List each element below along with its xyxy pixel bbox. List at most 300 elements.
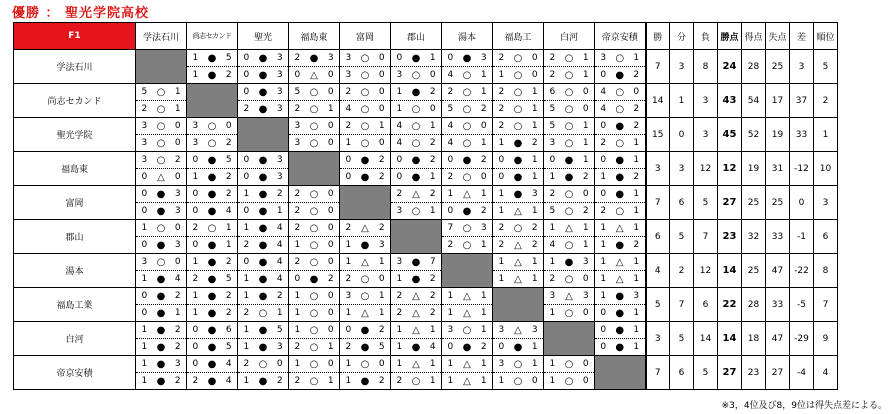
match-cell <box>391 254 442 288</box>
diagonal-cell <box>493 288 544 322</box>
match-line <box>595 100 645 117</box>
match-cell <box>391 152 442 186</box>
stat-value: 22 <box>718 288 742 322</box>
result-symbol: ● <box>615 307 625 319</box>
score-for: 0 <box>345 154 352 165</box>
match-line <box>289 186 339 202</box>
match-cell <box>391 322 442 356</box>
match-line <box>544 134 594 151</box>
table-row <box>14 152 838 186</box>
score-against: 3 <box>276 69 283 80</box>
stat-value: 0 <box>790 186 814 220</box>
result-symbol: ○ <box>360 69 370 81</box>
score-against: 1 <box>480 358 487 369</box>
score-against: 0 <box>378 52 385 63</box>
match-line <box>595 338 645 355</box>
match-line <box>136 254 186 270</box>
stat-value: 6 <box>646 220 670 254</box>
result-symbol: ○ <box>309 188 319 200</box>
score-for: 2 <box>498 103 505 114</box>
stat-value: 52 <box>742 118 766 152</box>
result-symbol: △ <box>157 171 165 183</box>
score-for: 3 <box>141 137 148 148</box>
match-cell <box>340 220 391 254</box>
score-against: 0 <box>327 239 334 250</box>
stat-value: 27 <box>766 356 790 390</box>
score-for: 0 <box>141 205 148 216</box>
result-symbol: ● <box>411 341 421 353</box>
match-cell <box>136 186 187 220</box>
result-symbol: ○ <box>360 290 370 302</box>
result-symbol: ● <box>360 239 370 251</box>
match-line <box>340 372 390 389</box>
score-for: 1 <box>498 273 505 284</box>
match-cell <box>493 322 544 356</box>
score-against: 0 <box>327 205 334 216</box>
score-for: 4 <box>396 137 403 148</box>
result-symbol: ● <box>207 273 217 285</box>
match-line <box>544 270 594 287</box>
result-symbol: ● <box>207 341 217 353</box>
score-for: 0 <box>447 205 454 216</box>
result-symbol: ● <box>207 375 217 387</box>
team-name: 福島東 <box>14 152 136 186</box>
match-line <box>442 202 492 219</box>
score-against: 0 <box>174 256 181 267</box>
score-against: 1 <box>276 205 283 216</box>
score-for: 0 <box>396 154 403 165</box>
score-for: 0 <box>396 171 403 182</box>
stat-value: 9 <box>814 322 838 356</box>
score-against: 0 <box>429 103 436 114</box>
match-cell <box>544 118 595 152</box>
match-line <box>187 254 237 270</box>
score-for: 0 <box>600 324 607 335</box>
result-symbol: ○ <box>207 120 217 132</box>
score-for: 3 <box>549 137 556 148</box>
result-symbol: ○ <box>156 103 166 115</box>
result-symbol: ○ <box>309 341 319 353</box>
result-symbol: ○ <box>309 358 319 370</box>
result-symbol: △ <box>310 69 318 81</box>
score-against: 1 <box>633 324 640 335</box>
score-against: 5 <box>225 52 232 63</box>
match-line <box>442 50 492 66</box>
result-symbol: ● <box>156 307 166 319</box>
stat-value: 23 <box>718 220 742 254</box>
result-symbol: △ <box>615 256 624 268</box>
score-for: 2 <box>396 290 403 301</box>
score-against: 2 <box>429 154 436 165</box>
score-for: 1 <box>498 375 505 386</box>
match-line <box>595 50 645 66</box>
score-for: 0 <box>192 358 199 369</box>
score-against: 1 <box>225 239 232 250</box>
team-name: 郡山 <box>14 220 136 254</box>
result-symbol: ● <box>207 324 217 336</box>
match-line <box>289 356 339 372</box>
match-cell <box>238 152 289 186</box>
score-against: 1 <box>633 188 640 199</box>
score-for: 3 <box>141 154 148 165</box>
stat-value: 5 <box>670 220 694 254</box>
match-cell <box>442 118 493 152</box>
score-for: 1 <box>345 307 352 318</box>
stat-value: 14 <box>646 84 670 118</box>
score-against: 0 <box>327 137 334 148</box>
match-line <box>544 254 594 270</box>
score-for: 1 <box>447 307 454 318</box>
score-for: 3 <box>141 256 148 267</box>
match-line <box>238 66 288 83</box>
match-line <box>595 84 645 100</box>
stat-value: 25 <box>742 186 766 220</box>
score-against: 1 <box>327 341 334 352</box>
stat-value: 33 <box>766 288 790 322</box>
stat-value: 2 <box>814 84 838 118</box>
score-for: 0 <box>498 171 505 182</box>
result-symbol: ● <box>207 290 217 302</box>
match-line <box>136 236 186 253</box>
score-for: 0 <box>192 239 199 250</box>
match-line <box>493 356 543 372</box>
stat-value: 8 <box>694 50 718 84</box>
stat-value: 24 <box>718 50 742 84</box>
score-for: 2 <box>549 273 556 284</box>
score-against: 0 <box>327 222 334 233</box>
match-cell <box>187 220 238 254</box>
stat-value: -5 <box>790 288 814 322</box>
score-for: 0 <box>243 256 250 267</box>
match-line <box>136 304 186 321</box>
score-for: 1 <box>141 324 148 335</box>
result-symbol: ○ <box>462 171 472 183</box>
match-line <box>187 202 237 219</box>
match-line <box>289 202 339 219</box>
result-symbol: ○ <box>462 86 472 98</box>
score-against: 3 <box>531 188 538 199</box>
result-symbol: ● <box>615 69 625 81</box>
match-cell <box>493 152 544 186</box>
match-line <box>187 288 237 304</box>
match-line <box>544 66 594 83</box>
score-for: 1 <box>243 188 250 199</box>
score-for: 0 <box>243 86 250 97</box>
stat-value: 6 <box>670 186 694 220</box>
result-symbol: ● <box>258 239 268 251</box>
score-for: 2 <box>498 222 505 233</box>
score-against: 2 <box>531 239 538 250</box>
stat-value: 5 <box>694 186 718 220</box>
score-for: 3 <box>498 324 505 335</box>
stat-value: 7 <box>670 288 694 322</box>
result-symbol: ○ <box>564 137 574 149</box>
match-line <box>136 322 186 338</box>
score-against: 2 <box>480 154 487 165</box>
match-line <box>391 372 441 389</box>
match-line <box>391 84 441 100</box>
score-for: 2 <box>549 52 556 63</box>
match-line <box>289 118 339 134</box>
score-for: 2 <box>345 273 352 284</box>
result-symbol: ● <box>207 69 217 81</box>
score-against: 4 <box>174 273 181 284</box>
match-cell <box>136 356 187 390</box>
match-line <box>136 288 186 304</box>
match-line <box>493 220 543 236</box>
score-for: 0 <box>396 52 403 63</box>
match-cell <box>391 186 442 220</box>
match-line <box>238 372 288 389</box>
match-line <box>136 338 186 355</box>
stat-value: 7 <box>694 220 718 254</box>
table-row <box>14 118 838 152</box>
match-line <box>442 236 492 253</box>
score-against: 1 <box>582 52 589 63</box>
stat-value: 10 <box>814 152 838 186</box>
result-symbol: ○ <box>462 222 472 234</box>
score-for: 1 <box>396 358 403 369</box>
result-symbol: ● <box>258 222 268 234</box>
score-against: 0 <box>174 120 181 131</box>
score-against: 5 <box>378 341 385 352</box>
score-for: 1 <box>192 256 199 267</box>
score-for: 1 <box>498 205 505 216</box>
result-symbol: ● <box>258 205 268 217</box>
match-line <box>595 220 645 236</box>
result-symbol: ○ <box>411 137 421 149</box>
score-for: 2 <box>549 188 556 199</box>
score-for: 1 <box>141 341 148 352</box>
score-for: 1 <box>549 375 556 386</box>
result-symbol: ○ <box>462 239 472 251</box>
stat-value: 5 <box>670 322 694 356</box>
match-line <box>238 50 288 66</box>
result-symbol: ○ <box>309 222 319 234</box>
stat-value: 14 <box>718 322 742 356</box>
diagonal-cell <box>238 118 289 152</box>
match-line <box>544 50 594 66</box>
match-line <box>391 100 441 117</box>
match-line <box>442 372 492 389</box>
match-line <box>595 152 645 168</box>
score-for: 2 <box>294 52 301 63</box>
stat-value: 47 <box>766 254 790 288</box>
score-for: 1 <box>294 324 301 335</box>
table-row <box>14 322 838 356</box>
match-line <box>187 270 237 287</box>
score-for: 5 <box>549 103 556 114</box>
result-symbol: ● <box>564 171 574 183</box>
result-symbol: △ <box>463 358 471 370</box>
score-for: 2 <box>447 86 454 97</box>
score-for: 2 <box>498 120 505 131</box>
result-symbol: ○ <box>360 52 370 64</box>
score-against: 2 <box>225 188 232 199</box>
score-against: 3 <box>480 222 487 233</box>
result-symbol: ● <box>207 239 217 251</box>
match-line <box>340 338 390 355</box>
column-header: 聖光 <box>238 23 289 50</box>
score-for: 1 <box>396 273 403 284</box>
stat-value: 7 <box>646 50 670 84</box>
stat-value: 25 <box>766 50 790 84</box>
match-line <box>238 236 288 253</box>
score-against: 2 <box>276 188 283 199</box>
match-cell <box>187 152 238 186</box>
score-against: 1 <box>480 375 487 386</box>
score-for: 3 <box>396 69 403 80</box>
score-for: 1 <box>345 375 352 386</box>
result-symbol: ○ <box>360 137 370 149</box>
stat-value: 7 <box>646 186 670 220</box>
match-line <box>595 118 645 134</box>
score-for: 1 <box>396 103 403 114</box>
match-line <box>595 134 645 151</box>
result-symbol: △ <box>615 222 624 234</box>
score-for: 1 <box>549 358 556 369</box>
score-against: 2 <box>429 273 436 284</box>
result-symbol: ○ <box>564 205 574 217</box>
stat-value: -4 <box>790 356 814 390</box>
result-symbol: ● <box>258 256 268 268</box>
score-for: 3 <box>396 256 403 267</box>
score-for: 0 <box>345 171 352 182</box>
match-line <box>289 254 339 270</box>
team-name: 湯本 <box>14 254 136 288</box>
result-symbol: ● <box>156 290 166 302</box>
match-line <box>544 186 594 202</box>
footnote: ※3，4位及び8，9位は得失点差による。 <box>721 401 887 411</box>
result-symbol: ○ <box>360 120 370 132</box>
result-symbol: ○ <box>615 86 625 98</box>
result-symbol: △ <box>514 239 522 251</box>
result-symbol: ● <box>360 341 370 353</box>
match-cell <box>391 84 442 118</box>
score-for: 2 <box>141 103 148 114</box>
stat-value: 3 <box>694 84 718 118</box>
match-cell <box>238 322 289 356</box>
score-for: 3 <box>549 290 556 301</box>
match-line <box>187 220 237 236</box>
score-against: 1 <box>633 307 640 318</box>
score-for: 1 <box>498 69 505 80</box>
score-for: 4 <box>447 120 454 131</box>
score-for: 5 <box>549 120 556 131</box>
match-line <box>493 100 543 117</box>
stat-value: 18 <box>742 322 766 356</box>
result-symbol: ○ <box>513 222 523 234</box>
team-name: 聖光学院 <box>14 118 136 152</box>
result-symbol: ○ <box>615 137 625 149</box>
result-symbol: ○ <box>513 375 523 387</box>
score-against: 2 <box>480 103 487 114</box>
result-symbol: △ <box>361 222 369 234</box>
result-symbol: ● <box>207 171 217 183</box>
score-for: 2 <box>345 341 352 352</box>
score-for: 2 <box>600 205 607 216</box>
stat-value: 3 <box>646 152 670 186</box>
table-row <box>14 50 838 84</box>
match-line <box>595 270 645 287</box>
score-for: 2 <box>345 222 352 233</box>
match-cell <box>289 118 340 152</box>
score-against: 7 <box>429 256 436 267</box>
result-symbol: ○ <box>309 120 319 132</box>
match-line <box>493 338 543 355</box>
match-line <box>544 288 594 304</box>
match-cell <box>289 322 340 356</box>
result-symbol: △ <box>463 188 471 200</box>
score-for: 0 <box>192 324 199 335</box>
match-cell <box>289 288 340 322</box>
result-symbol: ● <box>207 188 217 200</box>
score-for: 0 <box>243 154 250 165</box>
match-cell <box>136 254 187 288</box>
score-for: 2 <box>498 86 505 97</box>
score-against: 0 <box>225 120 232 131</box>
score-for: 1 <box>447 290 454 301</box>
score-against: 0 <box>480 171 487 182</box>
result-symbol: △ <box>361 256 369 268</box>
result-symbol: ○ <box>564 103 574 115</box>
score-against: 3 <box>582 290 589 301</box>
score-against: 4 <box>225 375 232 386</box>
score-against: 2 <box>174 290 181 301</box>
result-symbol: ● <box>615 324 625 336</box>
match-line <box>136 202 186 219</box>
team-name: 帝京安積 <box>14 356 136 390</box>
diagonal-cell <box>340 186 391 220</box>
match-cell <box>187 288 238 322</box>
page-title: 優勝 ： 聖光学院高校 <box>12 6 150 21</box>
result-symbol: ○ <box>309 205 319 217</box>
score-against: 2 <box>225 137 232 148</box>
score-for: 2 <box>294 341 301 352</box>
score-for: 3 <box>396 205 403 216</box>
score-against: 2 <box>327 273 334 284</box>
score-for: 2 <box>294 256 301 267</box>
score-for: 3 <box>192 120 199 131</box>
score-against: 2 <box>480 341 487 352</box>
match-cell <box>493 118 544 152</box>
score-against: 2 <box>531 137 538 148</box>
score-against: 1 <box>633 52 640 63</box>
match-cell <box>340 152 391 186</box>
score-for: 0 <box>141 290 148 301</box>
match-line <box>442 338 492 355</box>
match-cell <box>391 50 442 84</box>
match-line <box>340 322 390 338</box>
score-against: 2 <box>429 188 436 199</box>
match-line <box>595 168 645 185</box>
table-row <box>14 356 838 390</box>
result-symbol: ● <box>411 52 421 64</box>
match-line <box>544 168 594 185</box>
score-against: 2 <box>225 69 232 80</box>
stat-value: 19 <box>742 152 766 186</box>
score-against: 1 <box>531 358 538 369</box>
match-line <box>238 356 288 372</box>
result-symbol: ● <box>411 154 421 166</box>
match-line <box>442 66 492 83</box>
score-for: 0 <box>498 154 505 165</box>
score-for: 3 <box>294 120 301 131</box>
stat-value: 1 <box>670 84 694 118</box>
column-header: 郡山 <box>391 23 442 50</box>
stat-value: 25 <box>742 254 766 288</box>
score-for: 2 <box>345 120 352 131</box>
